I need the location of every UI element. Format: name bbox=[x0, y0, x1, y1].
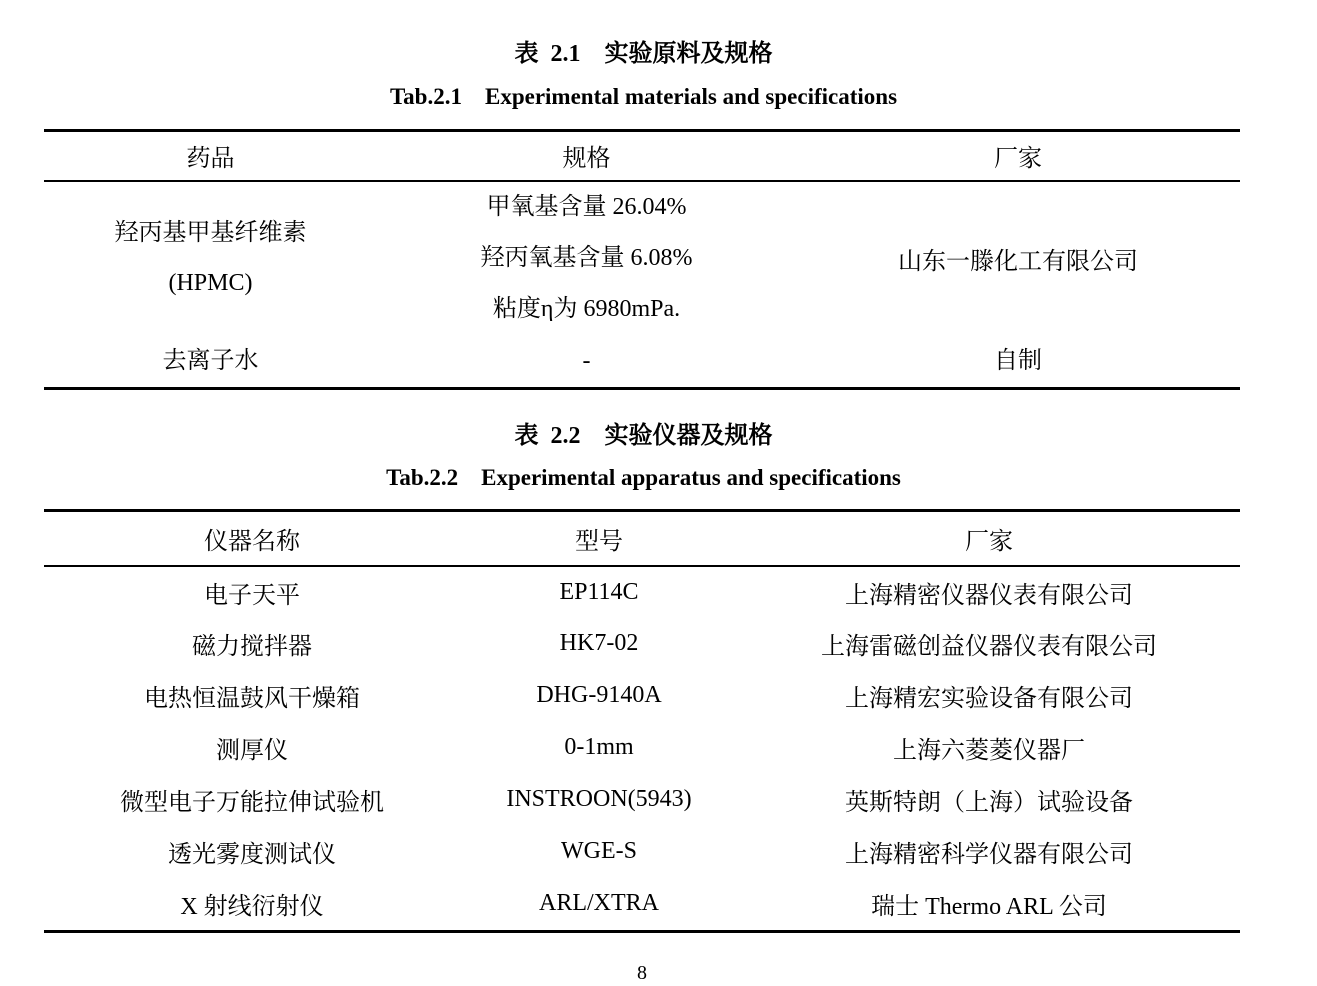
table-header-row bbox=[44, 511, 1240, 566]
table2-caption-cn: 表 2.2 实验仪器及规格 bbox=[514, 423, 773, 449]
instrument-model: WGE-S bbox=[561, 838, 637, 864]
material-name bbox=[44, 181, 377, 335]
material-name-cn: 羟丙基甲基纤维素 bbox=[114, 220, 307, 246]
table-row bbox=[44, 670, 1240, 722]
instrument-model: HK7-02 bbox=[559, 630, 639, 656]
apparatus-table bbox=[44, 509, 1240, 933]
material-name-abbr: (HPMC) bbox=[168, 270, 253, 296]
instrument-name: 透光雾度测试仪 bbox=[168, 842, 336, 868]
table-row bbox=[44, 774, 1240, 826]
page-number: 8 bbox=[637, 962, 647, 984]
table1-caption-cn: 表 2.1 实验原料及规格 bbox=[514, 41, 773, 67]
material-maker: 山东一滕化工有限公司 bbox=[898, 248, 1138, 275]
instrument-maker: 上海六菱菱仪器厂 bbox=[893, 738, 1085, 764]
table-row bbox=[44, 618, 1240, 670]
instrument-model: INSTROON(5943) bbox=[506, 786, 692, 812]
instrument-maker: 瑞士 Thermo ARL 公司 bbox=[871, 894, 1107, 921]
instrument-model: ARL/XTRA bbox=[539, 890, 659, 917]
materials-table bbox=[44, 129, 1240, 390]
material-spec bbox=[377, 181, 796, 335]
instrument-name: 磁力搅拌器 bbox=[192, 634, 312, 660]
instrument-name: 电子天平 bbox=[204, 582, 300, 609]
table-row bbox=[44, 878, 1240, 932]
instrument-maker: 上海雷磁创益仪器仪表有限公司 bbox=[821, 634, 1157, 660]
instrument-name: 微型电子万能拉伸试验机 bbox=[120, 790, 384, 816]
header-model: 型号 bbox=[575, 528, 623, 555]
header-maker: 厂家 bbox=[994, 146, 1042, 173]
instrument-maker: 上海精密科学仪器有限公司 bbox=[845, 842, 1133, 868]
instrument-name: 电热恒温鼓风干燥箱 bbox=[144, 686, 360, 712]
table-row bbox=[44, 335, 1240, 389]
instrument-model: DHG-9140A bbox=[536, 682, 662, 708]
material-maker: 自制 bbox=[994, 347, 1042, 374]
table-row bbox=[44, 722, 1240, 774]
table2-caption-en: Tab.2.2 Experimental apparatus and specifications bbox=[386, 465, 901, 490]
table-row bbox=[44, 826, 1240, 878]
instrument-name: X 射线衍射仪 bbox=[180, 894, 324, 921]
table1-caption-en: Tab.2.1 Experimental materials and specifications bbox=[389, 84, 898, 109]
material-name: 去离子水 bbox=[162, 347, 259, 374]
spec-line: 甲氧基含量 26.04% bbox=[486, 193, 687, 220]
table-header-row bbox=[44, 131, 1240, 181]
header-drug: 药品 bbox=[186, 146, 235, 173]
spec-line: 粘度η为 6980mPa. bbox=[492, 295, 681, 322]
material-spec: - bbox=[582, 347, 591, 374]
instrument-model: EP114C bbox=[559, 578, 639, 605]
instrument-maker: 英斯特朗（上海）试验设备 bbox=[845, 790, 1133, 816]
instrument-maker: 上海精宏实验设备有限公司 bbox=[845, 686, 1133, 712]
instrument-model: 0-1mm bbox=[564, 734, 634, 760]
instrument-name: 测厚仪 bbox=[216, 738, 288, 764]
instrument-maker: 上海精密仪器仪表有限公司 bbox=[845, 582, 1133, 609]
header-spec: 规格 bbox=[562, 146, 611, 173]
table-row bbox=[44, 566, 1240, 618]
header-maker: 厂家 bbox=[965, 528, 1013, 555]
header-instrument: 仪器名称 bbox=[204, 528, 300, 555]
spec-line: 羟丙氧基含量 6.08% bbox=[480, 244, 693, 271]
table-row bbox=[44, 181, 1240, 335]
